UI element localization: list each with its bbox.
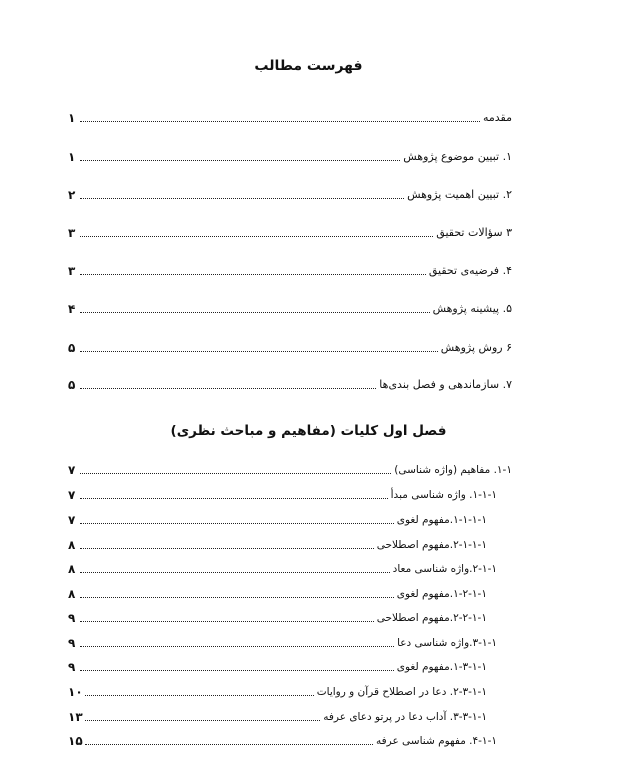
dot-leader [80, 235, 433, 237]
toc-entry-label: ۱-۱-۱. واژه شناسی مبدأ [390, 489, 497, 501]
dot-leader [85, 694, 314, 696]
toc-entry-page: ۸ [68, 587, 76, 601]
toc-entry-page: ۹ [68, 636, 76, 650]
toc-entry-label: ۱. تبیین موضوع پژوهش [403, 150, 512, 163]
toc-entry-label: ۲-۱-۱-۱.مفهوم اصطلاحی [376, 539, 487, 551]
dot-leader [80, 522, 394, 524]
toc-entry[interactable] [68, 374, 512, 392]
dot-leader [80, 547, 374, 549]
dot-leader [80, 645, 394, 647]
toc-entry-page: ۴ [68, 302, 76, 316]
toc-entry-label: ۲-۲-۱-۱.مفهوم اصطلاحی [376, 612, 487, 624]
toc-entry-label: ۱-۱. مفاهیم (واژه شناسی) [394, 464, 512, 476]
toc-entry-page: ۱ [68, 111, 76, 125]
toc-entry[interactable] [68, 298, 512, 316]
dot-leader [85, 743, 373, 745]
dot-leader [80, 620, 374, 622]
toc-entry-label: ۳-۱-۱.واژه شناسی دعا [397, 637, 497, 649]
toc-entry-page: ۷ [68, 513, 76, 527]
toc-entry-label: ۲-۳-۱-۱. دعا در اصطلاح قرآن و روایات [316, 686, 487, 698]
toc-entry-label: ۴. فرضیه‌ی تحقیق [428, 264, 512, 277]
toc-entry[interactable] [68, 184, 512, 202]
toc-entry-page: ۸ [68, 538, 76, 552]
toc-entry-page: ۹ [68, 611, 76, 625]
toc-entry-page: ۷ [68, 488, 76, 502]
toc-entry-page: ۱۵ [68, 734, 83, 748]
toc-entry-label: ۳-۳-۱-۱. آداب دعا در پرتو دعای عرفه [323, 711, 487, 723]
toc-entry[interactable] [68, 484, 497, 502]
toc-entry[interactable] [68, 459, 512, 477]
toc-entry-label: ۳ سؤالات تحقیق [436, 226, 512, 239]
dot-leader [80, 311, 430, 313]
dot-leader [80, 350, 438, 352]
toc-entry[interactable] [68, 337, 512, 355]
toc-entry[interactable] [68, 607, 487, 625]
dot-leader [80, 273, 426, 275]
toc-entry-label: ۱-۱-۱-۱.مفهوم لغوی [396, 514, 487, 526]
toc-entry[interactable] [68, 146, 512, 164]
toc-entry[interactable] [68, 558, 497, 576]
toc-entry-page: ۳ [68, 264, 76, 278]
toc-entry-page: ۲ [68, 188, 76, 202]
toc-entry-page: ۳ [68, 226, 76, 240]
toc-entry-page: ۹ [68, 660, 76, 674]
page-title: فهرست مطالب [254, 58, 363, 74]
toc-entry-label: ۷. سازماندهی و فصل بندی‌ها [379, 378, 512, 391]
toc-entry-label: مقدمه [482, 111, 512, 124]
dot-leader [80, 596, 394, 598]
dot-leader [80, 120, 480, 122]
dot-leader [80, 387, 376, 389]
toc-entry-label: ۵. پیشینه پژوهش [432, 302, 512, 315]
dot-leader [80, 497, 388, 499]
toc-entry-page: ۱۳ [68, 710, 83, 724]
toc-entry[interactable] [68, 656, 487, 674]
dot-leader [80, 571, 390, 573]
toc-entry[interactable] [68, 534, 487, 552]
toc-entry[interactable] [68, 107, 512, 125]
toc-entry-page: ۵ [68, 378, 76, 392]
toc-entry-label: ۲-۱-۱.واژه شناسی معاد [392, 563, 497, 575]
toc-entry-label: ۱-۲-۱-۱.مفهوم لغوی [396, 588, 487, 600]
dot-leader [80, 197, 404, 199]
toc-entry[interactable] [68, 260, 512, 278]
dot-leader [80, 159, 400, 161]
dot-leader [85, 719, 321, 721]
toc-entry-label: ۴-۱-۱. مفهوم شناسی عرفه [376, 735, 497, 747]
toc-entry[interactable] [68, 706, 487, 724]
toc-entry[interactable] [68, 632, 497, 650]
toc-entry[interactable] [68, 509, 487, 527]
toc-entry-label: ۶ روش پژوهش [440, 341, 512, 354]
toc-entry-label: ۲. تبیین اهمیت پژوهش [407, 188, 512, 201]
toc-entry[interactable] [68, 222, 512, 240]
toc-entry[interactable] [68, 583, 487, 601]
dot-leader [80, 669, 394, 671]
toc-entry-page: ۱ [68, 150, 76, 164]
toc-entry-page: ۷ [68, 463, 76, 477]
toc-entry-page: ۱۰ [68, 685, 83, 699]
chapter-title: فصل اول کلیات (مفاهیم و مباحث نظری) [170, 423, 447, 439]
toc-entry-label: ۱-۳-۱-۱.مفهوم لغوی [396, 661, 487, 673]
dot-leader [80, 472, 391, 474]
toc-entry-page: ۸ [68, 562, 76, 576]
toc-entry-page: ۵ [68, 341, 76, 355]
toc-entry[interactable] [68, 730, 497, 748]
toc-entry[interactable] [68, 681, 487, 699]
